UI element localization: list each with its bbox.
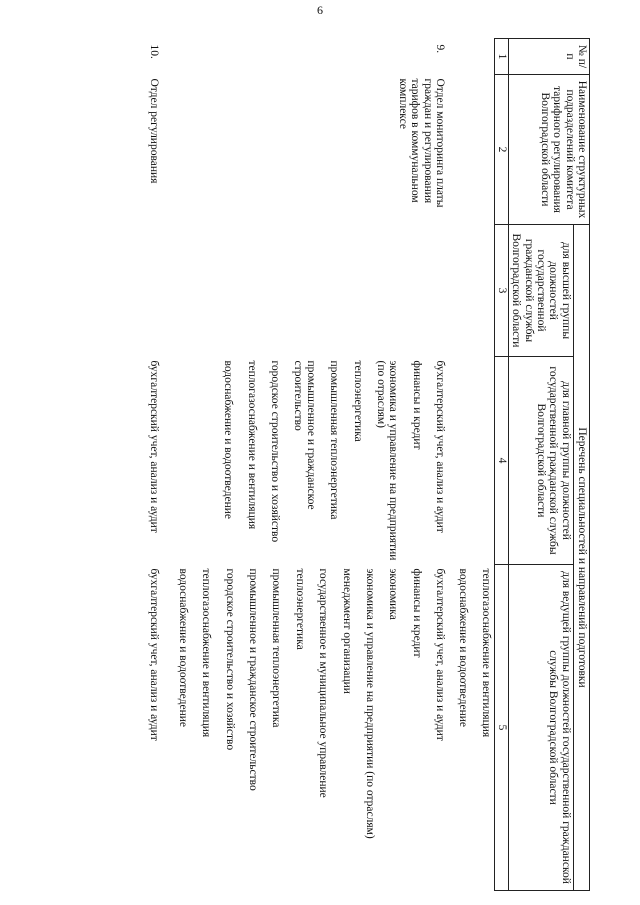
specialty-item: экономика xyxy=(387,568,400,620)
specialty-item: бухгалтерский учет, анализ и аудит xyxy=(434,568,447,741)
column-number: 4 xyxy=(495,357,509,565)
specialty-item: теплогазоснабжение и вентиляция xyxy=(245,360,258,530)
column-number: 5 xyxy=(495,565,509,891)
row-number: 10. xyxy=(148,44,161,59)
page-number: 6 xyxy=(317,3,323,17)
header-main-group: для главной группы должностей государственной гражданской службы Волгоградской области xyxy=(508,357,573,565)
specialty-item: бухгалтерский учет, анализ и аудит xyxy=(148,360,161,533)
header-row-1 xyxy=(573,39,589,891)
continuation-leading-cell xyxy=(454,565,494,891)
specialty-item: менеджмент организации xyxy=(340,568,353,694)
specialty-item: промышленная теплоэнергетика xyxy=(270,568,283,728)
main-group-cell xyxy=(146,357,174,565)
specialty-item: городское строительство и хозяйство xyxy=(269,360,282,543)
highest-group-cell xyxy=(174,225,454,357)
specialty-item: теплогазоснабжение и вентиляция xyxy=(200,568,213,738)
column-number: 1 xyxy=(495,39,509,75)
table-row-9 xyxy=(174,39,454,891)
rotated-landscape-page xyxy=(45,38,590,890)
specialty-item: водоснабжение и водоотведение xyxy=(456,568,469,727)
column-number: 2 xyxy=(495,75,509,225)
specialty-item: промышленное и гражданское строительство xyxy=(247,568,260,791)
continuation-row xyxy=(454,39,494,891)
specialty-item: промышленное и гражданское строительство xyxy=(292,360,317,510)
column-number: 3 xyxy=(495,225,509,357)
specialty-item: промышленная теплоэнергетика xyxy=(328,360,341,520)
specialty-item: бухгалтерский учет, анализ и аудит xyxy=(434,360,447,533)
row-number: 9. xyxy=(434,44,447,54)
specialty-item: городское строительство и хозяйство xyxy=(223,568,236,751)
column-numbers-row xyxy=(495,39,509,891)
header-highest-group: для высшей группы должностей государственной гражданской службы Волгоградской области xyxy=(508,225,573,357)
header-specialties-list: Перечень специальностей и направлений подготовки xyxy=(573,225,589,891)
header-leading-group: для ведущей группы должностей государственной гражданской службы Волгоградской области xyxy=(508,565,573,891)
specialties-table xyxy=(146,38,590,891)
specialty-item: экономика и управление на предприятии (по отраслям) xyxy=(375,360,400,561)
specialty-item: экономика и управление на предприятии (по отраслям) xyxy=(364,568,377,839)
specialty-item: водоснабжение и водоотведение xyxy=(176,568,189,727)
highest-group-cell xyxy=(146,225,174,357)
specialty-item: государственное и муниципальное управление xyxy=(317,568,330,798)
specialty-item: бухгалтерский учет, анализ и аудит xyxy=(148,568,161,741)
table-row-10 xyxy=(146,39,174,891)
leading-group-cell xyxy=(174,565,454,891)
specialty-item: финансы и кредит xyxy=(410,360,423,450)
header-division-name: Наименование структурных подразделений комитета тарифного регулирования Волгоградской области xyxy=(508,75,589,225)
main-group-cell xyxy=(174,357,454,565)
header-number: № п/п xyxy=(508,39,589,75)
specialty-item: финансы и кредит xyxy=(410,568,423,658)
specialty-item: теплоэнергетика xyxy=(293,568,306,650)
division-name: Отдел мониторинга платы граждан и регулирования тарифов в коммунальном комплексе xyxy=(397,78,447,208)
leading-group-cell xyxy=(146,565,174,891)
specialty-item: водоснабжение и водоотведение xyxy=(222,360,235,519)
specialty-item: теплоэнергетика xyxy=(351,360,364,442)
specialty-item: теплогазоснабжение и вентиляция xyxy=(480,568,493,738)
division-name: Отдел регулирования xyxy=(148,78,161,184)
